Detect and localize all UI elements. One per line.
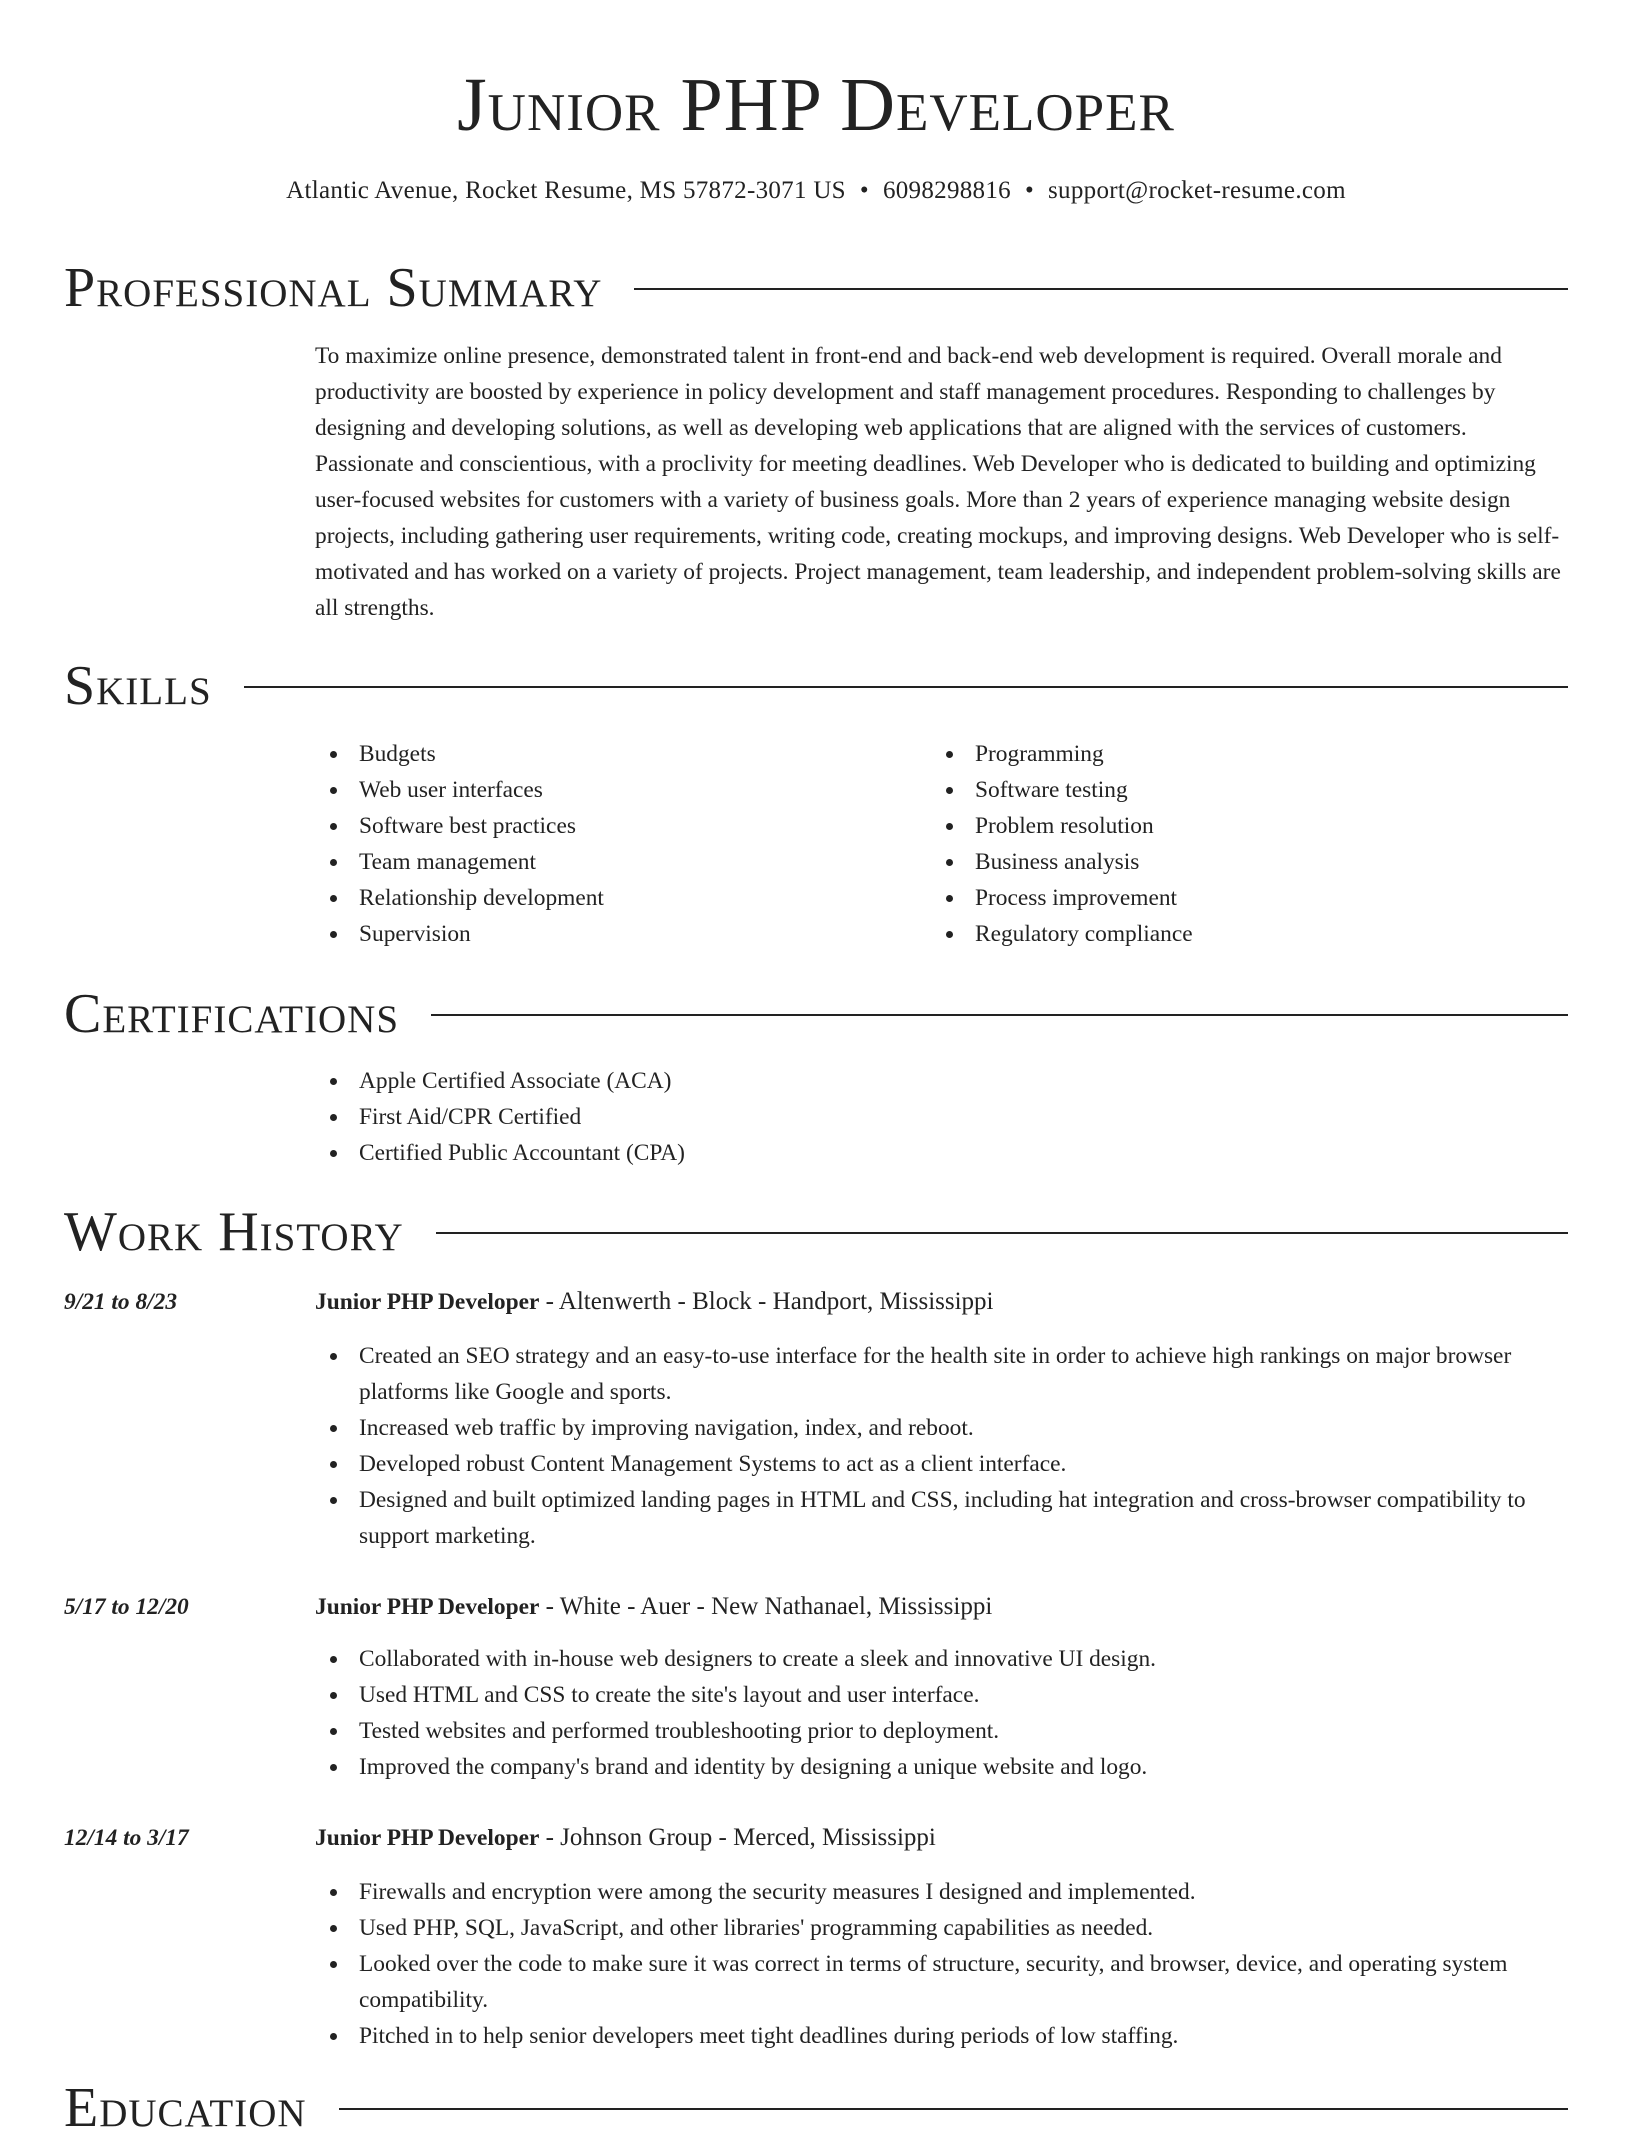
section-divider xyxy=(634,288,1568,290)
skills-heading: Skills xyxy=(64,655,212,717)
skill-item: Regulatory compliance xyxy=(931,916,1531,952)
contact-line xyxy=(0,174,1632,208)
skills-column-right xyxy=(931,736,1531,952)
job-dates: 5/17 to 12/20 xyxy=(64,1594,189,1620)
certifications-section-header xyxy=(64,979,1568,1049)
skills-column-left xyxy=(315,736,915,952)
skill-item: Software testing xyxy=(931,772,1531,808)
skill-item: Software best practices xyxy=(315,808,915,844)
job-bullet: Firewalls and encryption were among the security measures I designed and implemented. xyxy=(315,1874,1570,1910)
contact-phone: 6098298816 xyxy=(882,177,1011,204)
job-bullet: Looked over the code to make sure it was correct in terms of structure, security, and browser, device, and operating system compatibility. xyxy=(315,1946,1570,2018)
skill-item: Budgets xyxy=(315,736,915,772)
job-title: Junior PHP Developer xyxy=(315,1594,540,1620)
contact-address: Atlantic Avenue, Rocket Resume, MS 57872-3071 US xyxy=(286,177,846,204)
job-title-line xyxy=(315,1589,992,1625)
education-section-header xyxy=(64,2073,1568,2143)
skill-item: Business analysis xyxy=(931,844,1531,880)
skill-item: Team management xyxy=(315,844,915,880)
job-employer: - Johnson Group - Merced, Mississippi xyxy=(539,1824,936,1851)
education-heading: Education xyxy=(64,2077,307,2139)
work-heading: Work History xyxy=(64,1201,404,1263)
resume-name: Junior PHP Developer xyxy=(457,63,1175,147)
summary-section-header xyxy=(64,253,1568,323)
skill-item: Programming xyxy=(931,736,1531,772)
job-bullet: Used PHP, SQL, JavaScript, and other libraries' programming capabilities as needed. xyxy=(315,1910,1570,1946)
skills-section-header xyxy=(64,651,1568,721)
contact-separator: • xyxy=(859,177,869,204)
job-dates: 12/14 to 3/17 xyxy=(64,1825,189,1851)
job-bullet: Tested websites and performed troubleshooting prior to deployment. xyxy=(315,1713,1570,1749)
certification-item: First Aid/CPR Certified xyxy=(315,1099,1315,1135)
job-bullets xyxy=(315,1641,1570,1785)
contact-email: support@rocket-resume.com xyxy=(1048,177,1346,204)
section-divider xyxy=(339,2108,1568,2110)
job-bullet: Developed robust Content Management Systems to act as a client interface. xyxy=(315,1446,1570,1482)
job-bullet: Created an SEO strategy and an easy-to-use interface for the health site in order to achieve high rankings on major browser platforms like Google and sports. xyxy=(315,1338,1570,1410)
section-divider xyxy=(244,686,1568,688)
skill-item: Supervision xyxy=(315,916,915,952)
job-bullets xyxy=(315,1338,1570,1554)
job-bullet: Designed and built optimized landing pages in HTML and CSS, including hat integration and cross-browser compatibility to support marketing. xyxy=(315,1482,1570,1554)
job-bullet: Collaborated with in-house web designers to create a sleek and innovative UI design. xyxy=(315,1641,1570,1677)
job-title: Junior PHP Developer xyxy=(315,1289,540,1315)
section-divider xyxy=(431,1014,1568,1016)
skill-item: Process improvement xyxy=(931,880,1531,916)
summary-text: To maximize online presence, demonstrated talent in front-end and back-end web development is required. Overall morale and productivity are boosted by experience in policy development and staff management procedures. Responding to challenges by designing and developing solutions, as well as developing web applications that are aligned with the services of customers. Passionate and conscientious, with a proclivity for meeting deadlines. Web Developer who is dedicated to building and optimizing user-focused websites for customers with a variety of business goals. More than 2 years of experience managing website design projects, including gathering user requirements, writing code, creating mockups, and improving designs. Web Developer who is self-motivated and has worked on a variety of projects. Project management, team leadership, and independent problem-solving skills are all strengths. xyxy=(315,343,1561,621)
certifications-list xyxy=(315,1063,1315,1171)
job-title-line xyxy=(315,1284,994,1320)
work-section-header xyxy=(64,1197,1568,1267)
job-bullet: Used HTML and CSS to create the site's layout and user interface. xyxy=(315,1677,1570,1713)
skill-item: Relationship development xyxy=(315,880,915,916)
job-bullet: Pitched in to help senior developers meet tight deadlines during periods of low staffing. xyxy=(315,2018,1570,2054)
job-title-line xyxy=(315,1820,936,1856)
job-title: Junior PHP Developer xyxy=(315,1825,540,1851)
job-bullets xyxy=(315,1874,1570,2054)
job-bullet: Improved the company's brand and identity by designing a unique website and logo. xyxy=(315,1749,1570,1785)
skill-item: Problem resolution xyxy=(931,808,1531,844)
contact-separator: • xyxy=(1024,177,1035,204)
job-dates: 9/21 to 8/23 xyxy=(64,1289,178,1315)
job-bullet: Increased web traffic by improving navigation, index, and reboot. xyxy=(315,1410,1570,1446)
certification-item: Apple Certified Associate (ACA) xyxy=(315,1063,1315,1099)
job-employer: - Altenwerth - Block - Handport, Mississippi xyxy=(539,1288,994,1315)
section-divider xyxy=(436,1232,1568,1234)
job-employer: - White - Auer - New Nathanael, Mississippi xyxy=(539,1593,993,1620)
certification-item: Certified Public Accountant (CPA) xyxy=(315,1135,1315,1171)
skill-item: Web user interfaces xyxy=(315,772,915,808)
summary-heading: Professional Summary xyxy=(64,257,603,319)
certifications-heading: Certifications xyxy=(64,983,400,1045)
